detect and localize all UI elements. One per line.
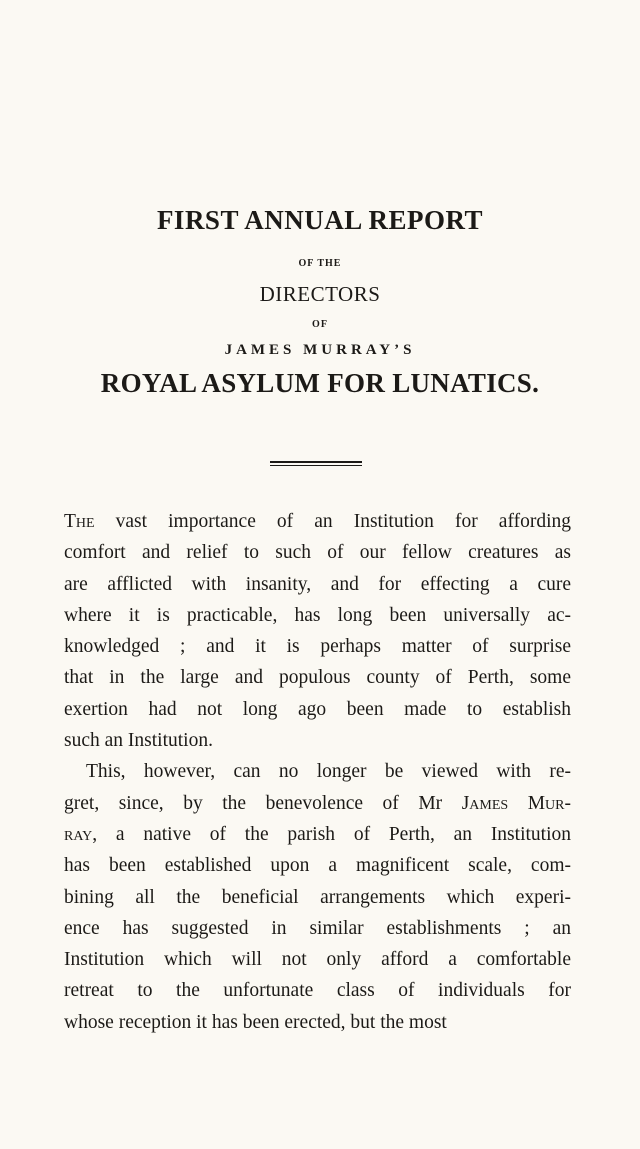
- body-line-smallcaps: James Mur-: [461, 792, 571, 814]
- body-line: [64, 694, 571, 725]
- body-line-text: where it is practicable, has long been universally ac-: [64, 604, 571, 626]
- title-of: OF: [312, 319, 328, 330]
- title-of-the: OF THE: [298, 258, 342, 269]
- body-line: [64, 850, 571, 881]
- body-line-text: whose reception it has been erected, but the most: [64, 1011, 447, 1033]
- body-line-text: has been established upon a magnificent scale, com-: [64, 855, 571, 877]
- body-line: [64, 506, 571, 537]
- body-line-text: that in the large and populous county of Perth, some: [64, 667, 571, 689]
- body-line-text: comfort and relief to such of our fellow creatures as: [64, 542, 571, 564]
- body-line-text: ence has suggested in similar establishments ; an: [64, 917, 571, 939]
- body-line: [64, 819, 571, 850]
- body-line: [64, 788, 571, 819]
- body-line: [64, 537, 571, 568]
- body-line: [64, 662, 571, 693]
- body-line: [64, 569, 571, 600]
- body-line: [64, 600, 571, 631]
- body-line-text: retreat to the unfortunate class of individuals for: [64, 980, 571, 1002]
- body-line-text: vast importance of an Institution for affording: [94, 511, 571, 532]
- body-line-text: exertion had not long ago been made to establish: [64, 698, 571, 720]
- body-line: [64, 1007, 571, 1038]
- report-title: FIRST ANNUAL REPORT: [156, 205, 484, 235]
- body-text: [64, 506, 571, 1038]
- body-line-text: are afflicted with insanity, and for effecting a cure: [64, 573, 571, 595]
- body-line: [64, 975, 571, 1006]
- body-line: [64, 913, 571, 944]
- body-line-smallcaps: The: [64, 511, 95, 532]
- body-line-smallcaps: ray: [64, 823, 93, 845]
- body-line: [64, 882, 571, 913]
- decorative-rule: [270, 461, 362, 467]
- body-line-text: Institution which will not only afford a comfortable: [64, 949, 571, 971]
- title-james-murray: JAMES MURRAY’S: [224, 342, 416, 358]
- title-directors: DIRECTORS: [259, 282, 381, 306]
- body-line-text: bining all the beneficial arrangements which experi-: [64, 886, 571, 908]
- body-line: [64, 944, 571, 975]
- body-line-text: knowledged ; and it is perhaps matter of surprise: [64, 636, 571, 658]
- body-line-text: This, however, can no longer be viewed with re-: [86, 761, 571, 783]
- title-asylum: ROYAL ASYLUM FOR LUNATICS.: [100, 368, 540, 398]
- body-line-text: , a native of the parish of Perth, an Institution: [92, 823, 571, 845]
- body-line-text: gret, since, by the benevolence of Mr: [64, 792, 462, 814]
- body-line: [64, 631, 571, 662]
- body-line-text: such an Institution.: [64, 730, 213, 752]
- body-line: [64, 756, 571, 787]
- body-line: [64, 725, 571, 756]
